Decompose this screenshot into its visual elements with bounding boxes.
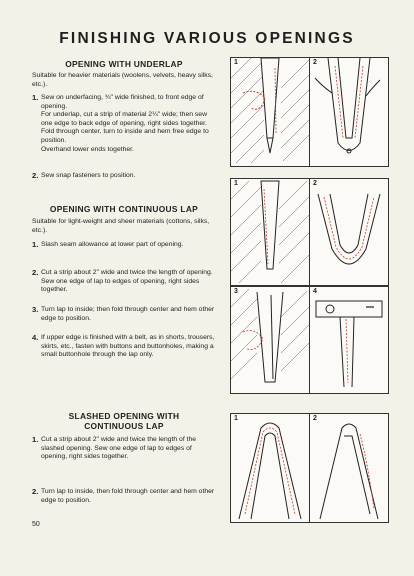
slashed-2-illustration	[310, 414, 388, 522]
figure-number: 1	[234, 180, 238, 187]
step-underlap-1	[32, 94, 218, 166]
step-number: 3.	[32, 305, 39, 314]
figure-slashed-2	[309, 413, 389, 523]
section-heading-slashed-line2: CONTINUOUS LAP	[84, 421, 164, 431]
step-text: Sew on underfacing, ¾" wide finished, to front edge of opening.	[41, 94, 204, 110]
underlap-1-illustration	[231, 58, 309, 166]
slashed-1-illustration	[231, 414, 309, 522]
figure-continuous-4	[309, 286, 389, 394]
figure-continuous-3	[230, 286, 310, 394]
step-number: 2.	[32, 487, 39, 496]
step-text: Turn lap to inside, then fold through center and hem other edge to position.	[41, 488, 215, 504]
figure-underlap-2	[309, 57, 389, 167]
section-heading-slashed: SLASHED OPENING WITH	[68, 411, 180, 421]
underlap-2-illustration	[310, 58, 388, 166]
step-continuous-4	[32, 334, 218, 380]
step-text: If upper edge is finished with a belt, as in shorts, trousers, skirts, etc., fasten with buttons and buttonholes, making a small buttonhole through the lap only.	[41, 334, 215, 359]
figure-slashed-1	[230, 413, 310, 523]
step-number: 1.	[32, 435, 39, 444]
figure-number: 2	[313, 59, 317, 66]
step-number: 1.	[32, 93, 39, 102]
section-intro-underlap: Suitable for heavier materials (woolens, velvets, heavy silks, etc.).	[32, 72, 213, 88]
step-continuous-1	[32, 241, 218, 261]
figure-number: 1	[234, 415, 238, 422]
continuous-4-illustration	[310, 287, 388, 393]
page-title: FINISHING VARIOUS OPENINGS	[59, 30, 355, 47]
section-heading-continuous-lap: OPENING WITH CONTINUOUS LAP	[49, 204, 199, 214]
continuous-1-illustration	[231, 179, 309, 285]
step-extra2: Overhand lower ends together.	[41, 145, 134, 153]
step-text: Cut a strip about 2" wide and twice the length of the slashed opening. Sew one edge of lap to edges of opening, right sides together.	[41, 436, 197, 461]
step-extra: For underlap, cut a strip of material 2¼" wide; then sew one edge to back edge of opening, right sides together. Fold through center, turn to inside and hem free edge to position.	[41, 111, 209, 144]
step-number: 2.	[32, 171, 39, 180]
figure-number: 2	[313, 180, 317, 187]
step-text: Cut a strip about 2" wide and twice the length of opening. Sew one edge of lap to edges of opening, right sides together.	[41, 269, 213, 294]
step-slashed-1	[32, 436, 218, 472]
figure-underlap-1	[230, 57, 310, 167]
section-heading-underlap: OPENING WITH UNDERLAP	[65, 59, 183, 69]
step-slashed-2	[32, 488, 218, 508]
continuous-2-illustration	[310, 179, 388, 285]
figure-number: 1	[234, 59, 238, 66]
step-underlap-2	[32, 172, 218, 182]
step-continuous-2	[32, 269, 218, 297]
step-number: 1.	[32, 240, 39, 249]
step-text: Slash seam allowance at lower part of opening.	[41, 241, 184, 248]
section-intro-continuous-lap: Suitable for light-weight and sheer materials (cottons, silks, etc.).	[32, 218, 210, 234]
step-text: Turn lap to inside; then fold through center and hem other edge to position.	[41, 306, 215, 322]
step-text: Sew snap fasteners to position.	[41, 172, 136, 179]
step-number: 4.	[32, 333, 39, 342]
page-number: 50	[32, 521, 40, 528]
figure-number: 3	[234, 288, 238, 295]
step-number: 2.	[32, 268, 39, 277]
step-continuous-3	[32, 306, 218, 326]
figure-number: 4	[313, 288, 317, 295]
figure-continuous-1	[230, 178, 310, 286]
figure-continuous-2	[309, 178, 389, 286]
figure-number: 2	[313, 415, 317, 422]
continuous-3-illustration	[231, 287, 309, 393]
